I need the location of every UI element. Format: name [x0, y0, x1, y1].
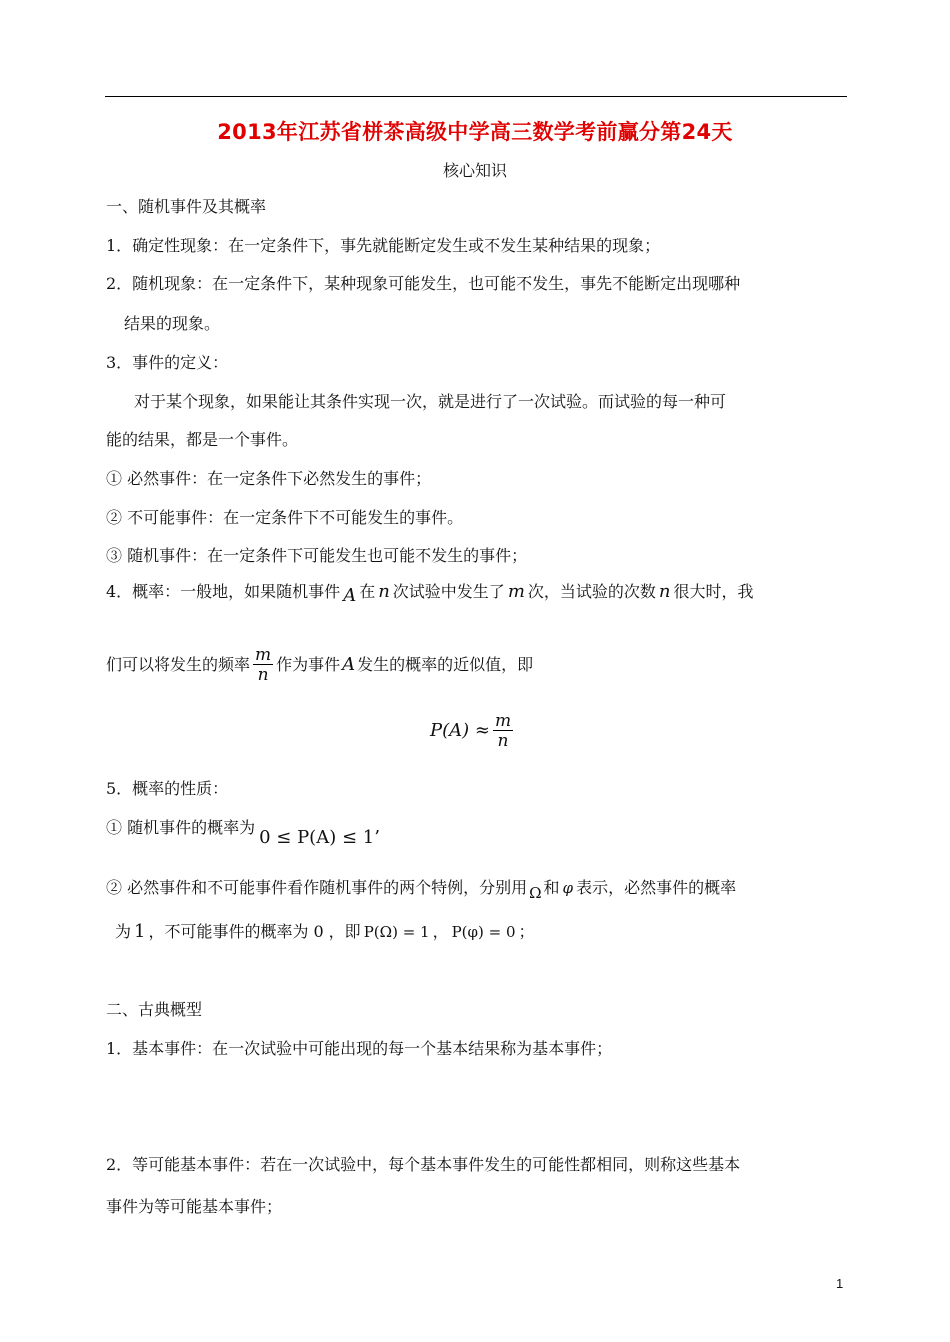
s1-item3-text1: 对于某个现象，如果能让其条件实现一次，就是进行了一次试验。而试验的每一种可: [134, 392, 727, 411]
property2-l2-text-b: ，不可能事件的概率为: [148, 922, 309, 941]
property2-text-c: 表示，必然事件的概率: [576, 878, 737, 897]
math-A: A: [343, 585, 357, 606]
random-event: ③ 随机事件：在一定条件下可能发生也可能不发生的事件；: [106, 546, 528, 565]
s1-item1: 1．确定性现象：在一定条件下，事先就能断定发生或不发生某种结果的现象；: [106, 236, 661, 255]
math-m: m: [507, 581, 525, 602]
frequency-numerator: m: [255, 645, 272, 665]
property2-l2-end: ；: [518, 922, 535, 941]
impossible-event: ② 不可能事件：在一定条件下不可能发生的事件。: [106, 508, 464, 527]
frequency-fraction: [253, 646, 273, 685]
s2-item2-line2: 事件为等可能基本事件；: [106, 1197, 283, 1216]
value-zero: 0: [313, 922, 324, 941]
probability-formula: [430, 712, 516, 751]
s1-item2-line1: 2．随机现象：在一定条件下，某种现象可能发生，也可能不发生，事先不能断定出现哪种: [106, 274, 741, 293]
property2-l2-text-c: ，即: [328, 922, 361, 941]
item4-l2-text-c: 发生的概率的近似值，即: [357, 655, 534, 674]
property1: [106, 818, 380, 848]
item4-text-c: 次试验中发生了: [392, 582, 505, 601]
equation-phi: P(φ) = 0: [451, 923, 516, 941]
property2-text-a: ② 必然事件和不可能事件看作随机事件的两个特例，分别用: [106, 878, 528, 897]
formula-left: P(A) ≈: [430, 720, 490, 741]
s1-item2-line2: 结果的现象。: [124, 314, 221, 333]
section2-heading: 二、古典概型: [106, 1000, 203, 1019]
property2-line2: [115, 922, 535, 942]
s2-item2-line1: 2．等可能基本事件：若在一次试验中，每个基本事件发生的可能性都相同，则称这些基本: [106, 1155, 741, 1174]
formula-fraction: [493, 712, 513, 751]
property1-math: 0 ≤ P(A) ≤ 1’: [259, 827, 380, 848]
item4-text-e: 很大时，我: [673, 582, 754, 601]
s1-item3-text2: 能的结果，都是一个事件。: [106, 430, 299, 449]
omega-symbol: Ω: [529, 884, 542, 902]
property2-text-b: 和: [543, 878, 560, 897]
property1-text: ① 随机事件的概率为: [106, 818, 256, 837]
item4-l2-text-b: 作为事件: [276, 655, 341, 674]
page-subtitle: 核心知识: [442, 161, 507, 180]
page-number: 1: [836, 1276, 844, 1291]
value-one: 1: [134, 921, 146, 942]
s1-item3: 3．事件的定义：: [106, 353, 229, 372]
math-A2: A: [342, 654, 356, 675]
item4-text-d: 次，当试验的次数: [527, 582, 656, 601]
s1-item4-line2: [106, 646, 533, 685]
phi-symbol: φ: [562, 879, 574, 897]
formula-denominator: n: [493, 730, 513, 751]
equation-omega: P(Ω) = 1: [363, 923, 430, 941]
math-n2: n: [658, 581, 671, 602]
s1-item4-line1: [106, 581, 754, 606]
header-rule: [105, 96, 847, 97]
property2-line1: [106, 878, 737, 902]
item4-text-b: 在: [359, 582, 376, 601]
sure-event: ① 必然事件：在一定条件下必然发生的事件；: [106, 469, 432, 488]
s2-item1: 1．基本事件：在一次试验中可能出现的每一个基本结果称为基本事件；: [106, 1039, 613, 1058]
item4-text-a: 4．概率：一般地，如果随机事件: [106, 582, 341, 601]
s1-item5: 5．概率的性质：: [106, 779, 229, 798]
item4-l2-text-a: 们可以将发生的频率: [106, 655, 251, 674]
property2-l2-text-a: 为: [115, 922, 132, 941]
math-n: n: [378, 581, 390, 602]
formula-numerator: m: [494, 711, 512, 731]
page-title: 2013年江苏省栟茶高级中学高三数学考前赢分第24天: [217, 120, 733, 144]
frequency-denominator: n: [253, 664, 273, 685]
section1-heading: 一、随机事件及其概率: [106, 197, 267, 216]
property2-l2-comma: ，: [432, 922, 449, 941]
